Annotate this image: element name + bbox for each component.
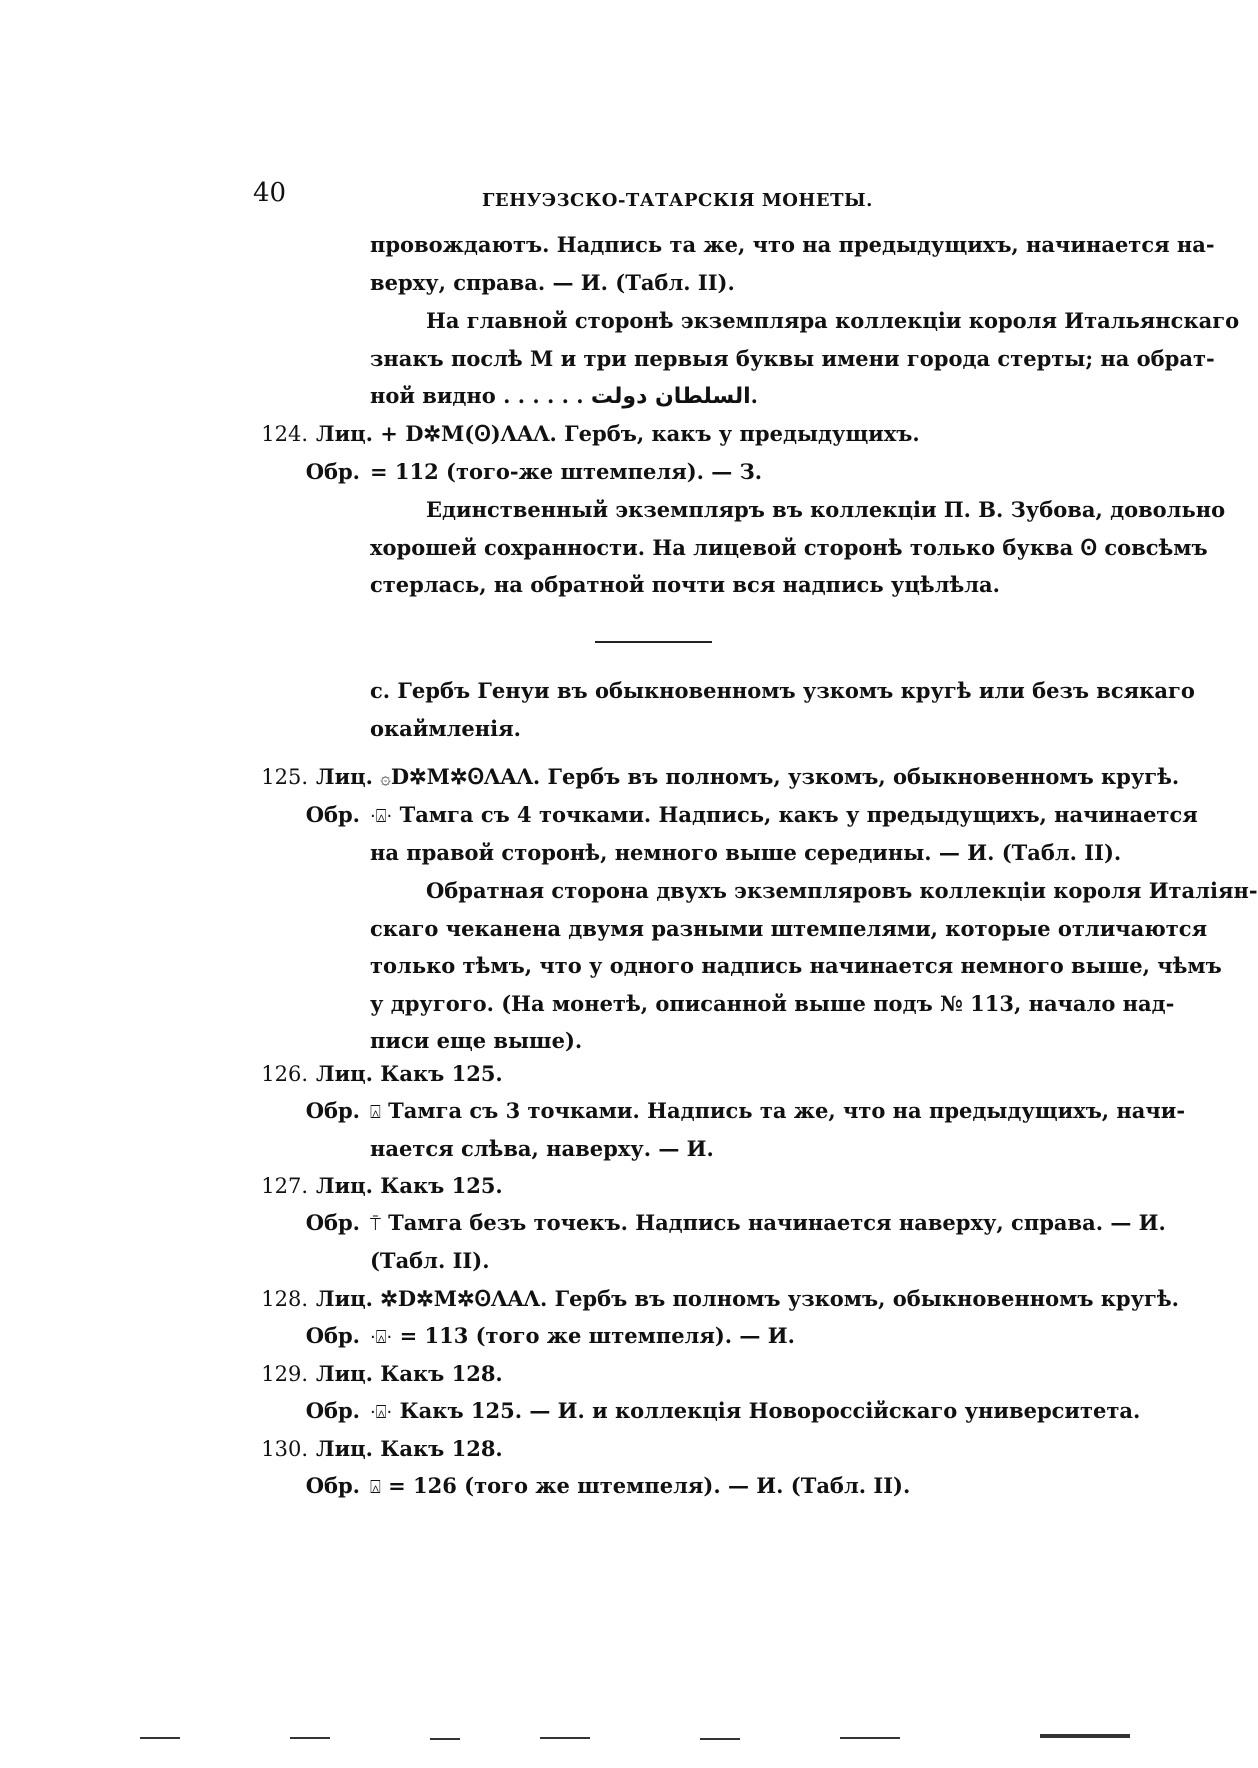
reverse-description: Тамга безъ точекъ. Надпись начинается наверху, справа. — И. [388,1210,1166,1235]
reverse-label: Обр. [305,459,360,484]
obverse-description: Какъ 125. [380,1061,503,1086]
reverse-description: Тамга съ 4 точками. Надпись, какъ у предыдущихъ, начинается [399,802,1198,827]
entry-124-note [370,491,1226,604]
reverse-label: Обр. [305,1098,360,1123]
text-line: хорошей сохранности. На лицевой сторонѣ только буква Ꙩ совсѣмъ [370,534,1208,560]
entry-125-reverse [300,796,1198,836]
text-line: писи еще выше). [370,1028,583,1053]
scan-artifact [290,1737,330,1739]
entry-126-obverse [246,1055,503,1094]
reverse-label: Обр. [305,1398,360,1423]
obverse-label: Лиц. [316,1286,373,1311]
entry-127-reverse [300,1204,1166,1244]
text-line: Единственный экземпляръ въ коллекціи П. В. Зубова, довольно [426,497,1226,522]
scan-artifact [140,1737,180,1739]
entry-124-obverse [246,415,920,454]
coin-mark-icon: ۞ [380,768,391,789]
obverse-description: D✲M✲ꙨΛΑΛ. Гербъ въ полномъ, узкомъ, обыкновенномъ кругѣ. [390,764,1180,789]
entry-125-reverse-cont: на правой сторонѣ, немного выше середины. — И. (Табл. II). [370,840,1122,865]
text-line: стерлась, на обратной почти вся надпись уцѣлѣла. [370,572,1000,597]
text-line: с. Гербъ Генуи въ обыкновенномъ узкомъ кругѣ или безъ всякаго [370,678,1195,703]
obverse-label: Лиц. [316,764,373,789]
entry-128-obverse [246,1280,1179,1319]
entry-125-note [370,872,1258,1060]
text-line: На главной сторонѣ экземпляра коллекціи короля Итальянскаго [426,308,1240,333]
reverse-description: = 126 (того же штемпеля). — И. (Табл. II). [388,1473,911,1498]
entry-127-reverse-cont: (Табл. II). [370,1248,490,1273]
text-line: у другого. (На монетѣ, описанной выше подъ № 113, начало над- [370,990,1175,1016]
entry-126-reverse-cont: нается слѣва, наверху. — И. [370,1136,714,1161]
entry-number: 128. [261,1287,308,1311]
scan-artifact [840,1737,900,1739]
reverse-description: = 112 (того-же штемпеля). — З. [370,459,763,484]
entry-number: 126. [261,1062,308,1086]
scan-artifact [1040,1734,1130,1738]
reverse-label: Обр. [305,1473,360,1498]
intro-paragraph-2 [370,302,1240,416]
reverse-label: Обр. [305,802,360,827]
entry-number: 125. [261,765,308,789]
reverse-description: Какъ 125. — И. и коллекція Новороссійскаго университета. [399,1398,1141,1423]
obverse-description: + D✲M(Ꙩ)ΛΑΛ. Гербъ, какъ у предыдущихъ. [380,421,920,446]
reverse-description: = 113 (того же штемпеля). — И. [399,1323,795,1348]
text-fragment: . [750,383,758,408]
entry-130-reverse [300,1467,910,1507]
text-fragment: ной видно . . . . . . [370,383,584,408]
text-line: Обратная сторона двухъ экземпляровъ коллекціи короля Италіян- [426,878,1258,903]
text-line: скаго чеканена двумя разными штемпелями, которые отличаются [370,915,1208,941]
tamga-icon: ·⍓· [370,1402,393,1423]
reverse-label: Обр. [305,1323,360,1348]
entry-124-reverse [300,453,762,491]
tamga-icon: ·⍓· [370,1327,393,1348]
reverse-label: Обр. [305,1210,360,1235]
text-line [370,377,1048,416]
reverse-description: Тамга съ 3 точками. Надпись та же, что на предыдущихъ, начи- [388,1098,1186,1123]
scan-artifact [540,1737,590,1739]
page-number: 40 [253,178,287,208]
entry-130-obverse [246,1430,503,1469]
tamga-icon: ⍓ [370,1102,381,1123]
entry-127-obverse [246,1167,503,1206]
entry-128-reverse [300,1317,795,1357]
entry-number: 129. [261,1362,308,1386]
scan-artifact [700,1738,740,1740]
entry-number: 127. [261,1174,308,1198]
arabic-inscription: السلطان دولت [590,384,751,409]
entry-number: 130. [261,1437,308,1461]
section-divider [595,641,712,643]
obverse-label: Лиц. [316,1173,373,1198]
entry-126-reverse [300,1092,1185,1132]
tamga-icon: ⍓ [370,1477,381,1498]
obverse-description: Какъ 128. [380,1361,503,1386]
tamga-icon: ·⍓· [370,806,393,827]
obverse-label: Лиц. [316,1061,373,1086]
obverse-description: Какъ 125. [380,1173,503,1198]
text-line: окаймленія. [370,715,521,741]
entry-125-obverse [246,758,1179,798]
section-c-heading [370,672,1195,747]
text-line: только тѣмъ, что у одного надпись начинается немного выше, чѣмъ [370,953,1222,978]
obverse-label: Лиц. [316,421,373,446]
text-line: провождаютъ. Надпись та же, что на предыдущихъ, начинается на- [370,232,1215,257]
text-line: верху, справа. — И. (Табл. II). [370,269,735,295]
obverse-label: Лиц. [316,1436,373,1461]
obverse-description: ✲D✲M✲ꙨΛΑΛ. Гербъ въ полномъ узкомъ, обыкновенномъ кругѣ. [380,1286,1179,1311]
entry-number: 124. [261,422,308,446]
running-title: ГЕНУЭЗСКО-ТАТАРСКІЯ МОНЕТЫ. [482,190,873,211]
obverse-description: Какъ 128. [380,1436,503,1461]
scan-artifact [430,1738,460,1740]
text-line: знакъ послѣ M и три первыя буквы имени города стерты; на обрат- [370,345,1215,371]
entry-129-obverse [246,1355,503,1394]
intro-paragraph-1 [370,226,1215,301]
entry-129-reverse [300,1392,1140,1432]
tamga-icon: ⍑ [370,1214,381,1235]
obverse-label: Лиц. [316,1361,373,1386]
